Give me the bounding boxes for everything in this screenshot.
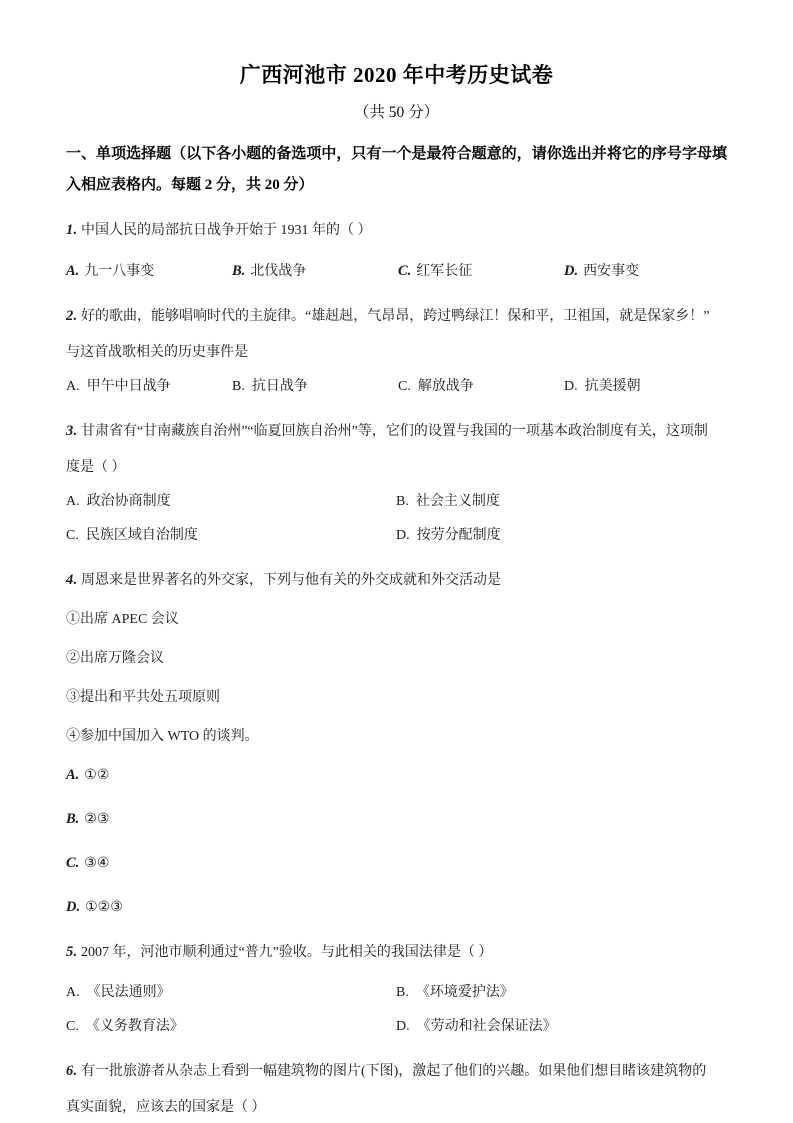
question-3-stem xyxy=(66,416,727,447)
option-2a-text: 甲午中日战争 xyxy=(86,379,171,395)
option-4d[interactable] xyxy=(66,892,727,923)
option-4a[interactable] xyxy=(66,760,727,791)
option-5d[interactable] xyxy=(396,1012,726,1042)
option-5b-text: 《环境爱护法》 xyxy=(415,985,514,1001)
option-4a-row xyxy=(66,760,727,791)
option-3b-label: B. xyxy=(396,494,409,510)
option-2b-text: 抗日战争 xyxy=(251,379,308,395)
question-2-stem xyxy=(66,301,727,332)
question-4-item-2: ②出席万隆会议 xyxy=(66,651,164,667)
option-2d-label: D. xyxy=(564,379,578,395)
option-1b-label: B. xyxy=(232,263,246,280)
option-5d-text: 《劳动和社会保证法》 xyxy=(416,1019,557,1035)
question-1 xyxy=(66,215,727,287)
option-3c-text: 民族区域自治制度 xyxy=(85,528,198,544)
option-3d-text: 按劳分配制度 xyxy=(416,528,501,544)
option-5c[interactable] xyxy=(66,1012,396,1042)
option-3c[interactable] xyxy=(66,521,396,551)
option-2c-text: 解放战争 xyxy=(417,379,474,395)
question-4-item-1: ①出席 APEC 会议 xyxy=(66,612,179,628)
option-4c[interactable] xyxy=(66,848,727,879)
question-2-text: 好的歌曲，能够唱响时代的主旋律。“雄赳赳，气昂昂，跨过鸭绿江！保和平，卫祖国，就是保家乡！” xyxy=(80,309,710,325)
option-1a-label: A. xyxy=(66,263,80,280)
section-heading: 一、单项选择题（以下各小题的备选项中，只有一个是最符合题意的，请你选出并将它的序号字母填入相应表格内。每题 2 分，共 20 分） xyxy=(66,146,727,194)
option-2c[interactable] xyxy=(398,372,564,402)
option-5b[interactable] xyxy=(396,978,726,1008)
question-4-options xyxy=(66,760,727,923)
option-3a[interactable] xyxy=(66,487,396,517)
option-4a-label: A. xyxy=(66,767,80,784)
question-3 xyxy=(66,416,727,551)
option-1b[interactable] xyxy=(232,256,398,287)
page-content xyxy=(66,0,727,1123)
option-2d-text: 抗美援朝 xyxy=(584,379,641,395)
question-2-options xyxy=(66,372,727,402)
option-4d-label: D. xyxy=(66,899,81,916)
option-5d-label: D. xyxy=(396,1019,410,1035)
question-6-stem xyxy=(66,1056,727,1087)
question-1-stem xyxy=(66,215,727,246)
page-subtitle: （共 50 分） xyxy=(353,104,440,122)
option-4c-row xyxy=(66,848,727,879)
option-1c-text: 红军长征 xyxy=(416,264,473,280)
option-2b[interactable] xyxy=(232,372,398,402)
option-4b-row xyxy=(66,804,727,835)
option-4b-text: ②③ xyxy=(84,812,110,828)
question-6-text: 有一批旅游者从杂志上看到一幅建筑物的图片(下图)，激起了他们的兴趣。如果他们想目睹该建筑物的 xyxy=(80,1064,707,1080)
option-2b-label: B. xyxy=(232,379,245,395)
option-3a-label: A. xyxy=(66,494,80,510)
question-4-text: 周恩来是世界著名的外交家，下列与他有关的外交成就和外交活动是 xyxy=(80,573,501,589)
question-4-item-4: ④参加中国加入 WTO 的谈判。 xyxy=(66,729,259,745)
option-4c-label: C. xyxy=(66,855,80,872)
question-4-item-3: ③提出和平共处五项原则 xyxy=(66,690,220,706)
option-3b[interactable] xyxy=(396,487,726,517)
option-3c-label: C. xyxy=(66,528,79,544)
option-4d-row xyxy=(66,892,727,923)
option-1d-text: 西安事变 xyxy=(583,264,640,280)
question-3-text: 甘肃省有“甘南藏族自治州”“临夏回族自治州”等，它们的设置与我国的一项基本政治制度有关，这项制 xyxy=(80,424,708,440)
question-5-number: 5. xyxy=(66,944,78,961)
option-3b-text: 社会主义制度 xyxy=(415,494,500,510)
question-3-options-row1 xyxy=(66,487,727,517)
question-2-number: 2. xyxy=(66,308,78,325)
option-5a-label: A. xyxy=(66,985,80,1001)
option-5a-text: 《民法通则》 xyxy=(86,985,171,1001)
option-4c-text: ③④ xyxy=(84,856,110,872)
question-6-number: 6. xyxy=(66,1063,78,1080)
option-2a[interactable] xyxy=(66,372,232,402)
option-5b-label: B. xyxy=(396,985,409,1001)
option-1d-label: D. xyxy=(564,263,579,280)
option-2c-label: C. xyxy=(398,379,411,395)
option-1b-text: 北伐战争 xyxy=(250,264,307,280)
question-5 xyxy=(66,937,727,1042)
option-1c-label: C. xyxy=(398,263,412,280)
option-2a-label: A. xyxy=(66,379,80,395)
question-6 xyxy=(66,1056,727,1123)
question-2-stem-line2: 与这首战歌相关的历史事件是 xyxy=(66,345,248,361)
page-title: 广西河池市 2020 年中考历史试卷 xyxy=(239,63,554,87)
question-5-text: 2007 年，河池市顺利通过“普九”验收。与此相关的我国法律是（ ） xyxy=(80,945,493,961)
question-6-stem-line2: 真实面貌，应该去的国家是（ ） xyxy=(66,1100,266,1116)
option-4b[interactable] xyxy=(66,804,727,835)
option-4b-label: B. xyxy=(66,811,80,828)
question-5-stem xyxy=(66,937,727,968)
question-1-number: 1. xyxy=(66,222,78,239)
option-1c[interactable] xyxy=(398,256,564,287)
question-5-options-row1 xyxy=(66,978,727,1008)
option-2d[interactable] xyxy=(564,372,730,402)
option-5c-text: 《义务教育法》 xyxy=(85,1019,184,1035)
question-4-number: 4. xyxy=(66,572,78,589)
option-5c-label: C. xyxy=(66,1019,79,1035)
question-3-stem-line2: 度是（ ） xyxy=(66,460,126,476)
question-3-number: 3. xyxy=(66,423,78,440)
option-3a-text: 政治协商制度 xyxy=(86,494,171,510)
option-1a[interactable] xyxy=(66,256,232,287)
question-3-options-row2 xyxy=(66,521,727,551)
question-1-text: 中国人民的局部抗日战争开始于 1931 年的（ ） xyxy=(80,223,372,239)
option-4a-text: ①② xyxy=(84,768,110,784)
option-5a[interactable] xyxy=(66,978,396,1008)
option-3d[interactable] xyxy=(396,521,726,551)
option-1a-text: 九一八事变 xyxy=(84,264,155,280)
option-3d-label: D. xyxy=(396,528,410,544)
question-2 xyxy=(66,301,727,402)
question-5-options-row2 xyxy=(66,1012,727,1042)
question-4-stem xyxy=(66,565,727,596)
question-4 xyxy=(66,565,727,923)
option-4d-text: ①②③ xyxy=(85,900,123,916)
option-1d[interactable] xyxy=(564,256,730,287)
question-1-options xyxy=(66,256,727,287)
